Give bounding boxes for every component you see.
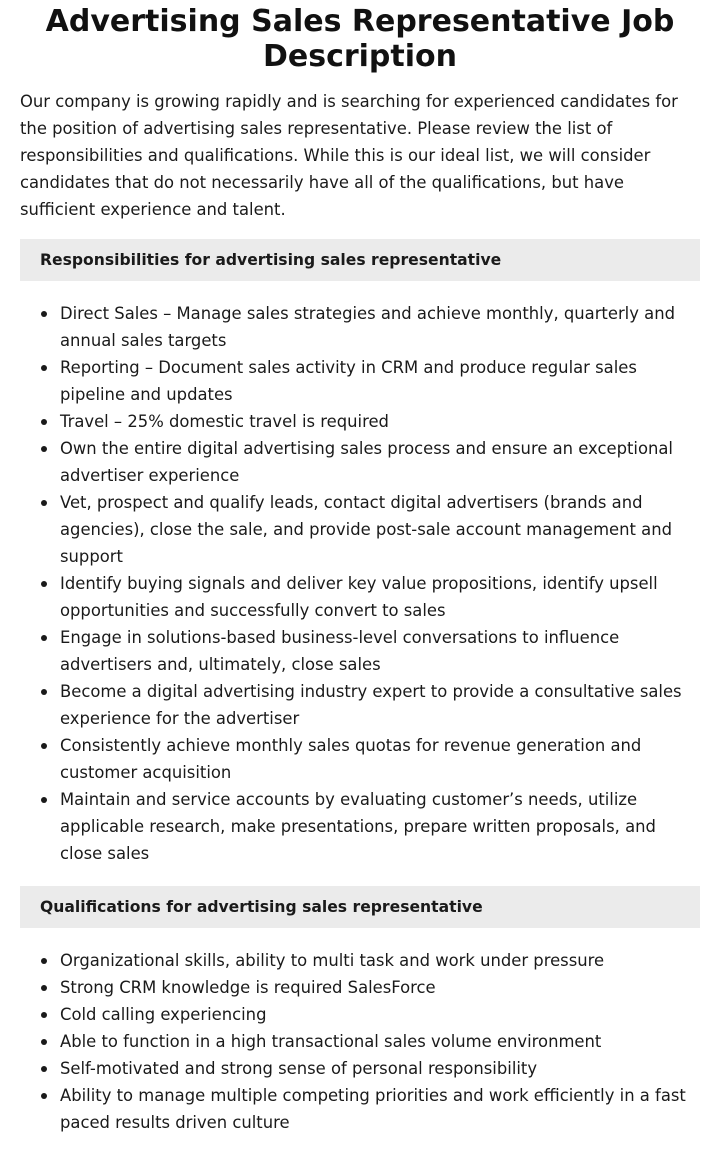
- list-item: [20, 570, 700, 624]
- responsibilities-heading: Responsibilities for advertising sales representative: [20, 239, 700, 281]
- list-item-text: Cold calling experiencing: [60, 1005, 267, 1024]
- list-item-text: Become a digital advertising industry expert to provide a consultative sales experience for the advertiser: [60, 682, 682, 728]
- qualifications-heading: Qualifications for advertising sales representative: [20, 886, 700, 928]
- list-item-text: Direct Sales – Manage sales strategies and achieve monthly, quarterly and annual sales targets: [60, 304, 675, 350]
- list-item: [20, 1001, 700, 1028]
- bullet-icon: [41, 500, 47, 506]
- list-item-text: Organizational skills, ability to multi task and work under pressure: [60, 951, 605, 970]
- list-item: [20, 624, 700, 678]
- qualifications-list: [20, 947, 700, 1136]
- bullet-icon: [41, 419, 47, 425]
- list-item-text: Reporting – Document sales activity in CRM and produce regular sales pipeline and updates: [60, 358, 637, 404]
- list-item: [20, 435, 700, 489]
- bullet-icon: [41, 689, 47, 695]
- list-item-text: Consistently achieve monthly sales quotas for revenue generation and customer acquisition: [60, 736, 642, 782]
- list-item: [20, 947, 700, 974]
- list-item: [20, 678, 700, 732]
- intro-paragraph: Our company is growing rapidly and is searching for experienced candidates for the position of advertising sales representative. Please review the list of responsibilities and qualifications. While this is our ideal list, we will consider candidates that do not necessarily have all of the qualifications, but have sufficient experience and talent.: [20, 92, 678, 219]
- list-item-text: Engage in solutions-based business-level conversations to influence advertisers and, ultimately, close sales: [60, 628, 620, 674]
- list-item: [20, 1055, 700, 1082]
- bullet-icon: [41, 635, 47, 641]
- list-item: [20, 300, 700, 354]
- list-item: [20, 354, 700, 408]
- list-item-text: Able to function in a high transactional sales volume environment: [60, 1032, 602, 1051]
- bullet-icon: [41, 446, 47, 452]
- responsibilities-list: [20, 300, 700, 867]
- bullet-icon: [41, 958, 47, 964]
- bullet-icon: [41, 1039, 47, 1045]
- list-item: [20, 732, 700, 786]
- bullet-icon: [41, 581, 47, 587]
- list-item-text: Ability to manage multiple competing priorities and work efficiently in a fast paced results driven culture: [60, 1086, 686, 1132]
- list-item-text: Identify buying signals and deliver key value propositions, identify upsell opportunities and successfully convert to sales: [60, 574, 658, 620]
- bullet-icon: [41, 1066, 47, 1072]
- bullet-icon: [41, 311, 47, 317]
- list-item: [20, 786, 700, 867]
- list-item-text: Own the entire digital advertising sales process and ensure an exceptional advertiser experience: [60, 439, 673, 485]
- bullet-icon: [41, 985, 47, 991]
- list-item-text: Travel – 25% domestic travel is required: [60, 412, 389, 431]
- list-item: [20, 1082, 700, 1136]
- bullet-icon: [41, 797, 47, 803]
- bullet-icon: [41, 1012, 47, 1018]
- list-item: [20, 1028, 700, 1055]
- list-item: [20, 489, 700, 570]
- list-item-text: Maintain and service accounts by evaluating customer’s needs, utilize applicable research, make presentations, prepare written proposals, and close sales: [60, 790, 656, 863]
- list-item-text: Strong CRM knowledge is required SalesForce: [60, 978, 436, 997]
- bullet-icon: [41, 1093, 47, 1099]
- list-item: [20, 974, 700, 1001]
- bullet-icon: [41, 365, 47, 371]
- list-item-text: Self-motivated and strong sense of personal responsibility: [60, 1059, 538, 1078]
- list-item-text: Vet, prospect and qualify leads, contact digital advertisers (brands and agencies), close the sale, and provide post-sale account management and support: [60, 493, 673, 566]
- bullet-icon: [41, 743, 47, 749]
- list-item: [20, 408, 700, 435]
- page-title: Advertising Sales Representative Job Description: [45, 4, 675, 74]
